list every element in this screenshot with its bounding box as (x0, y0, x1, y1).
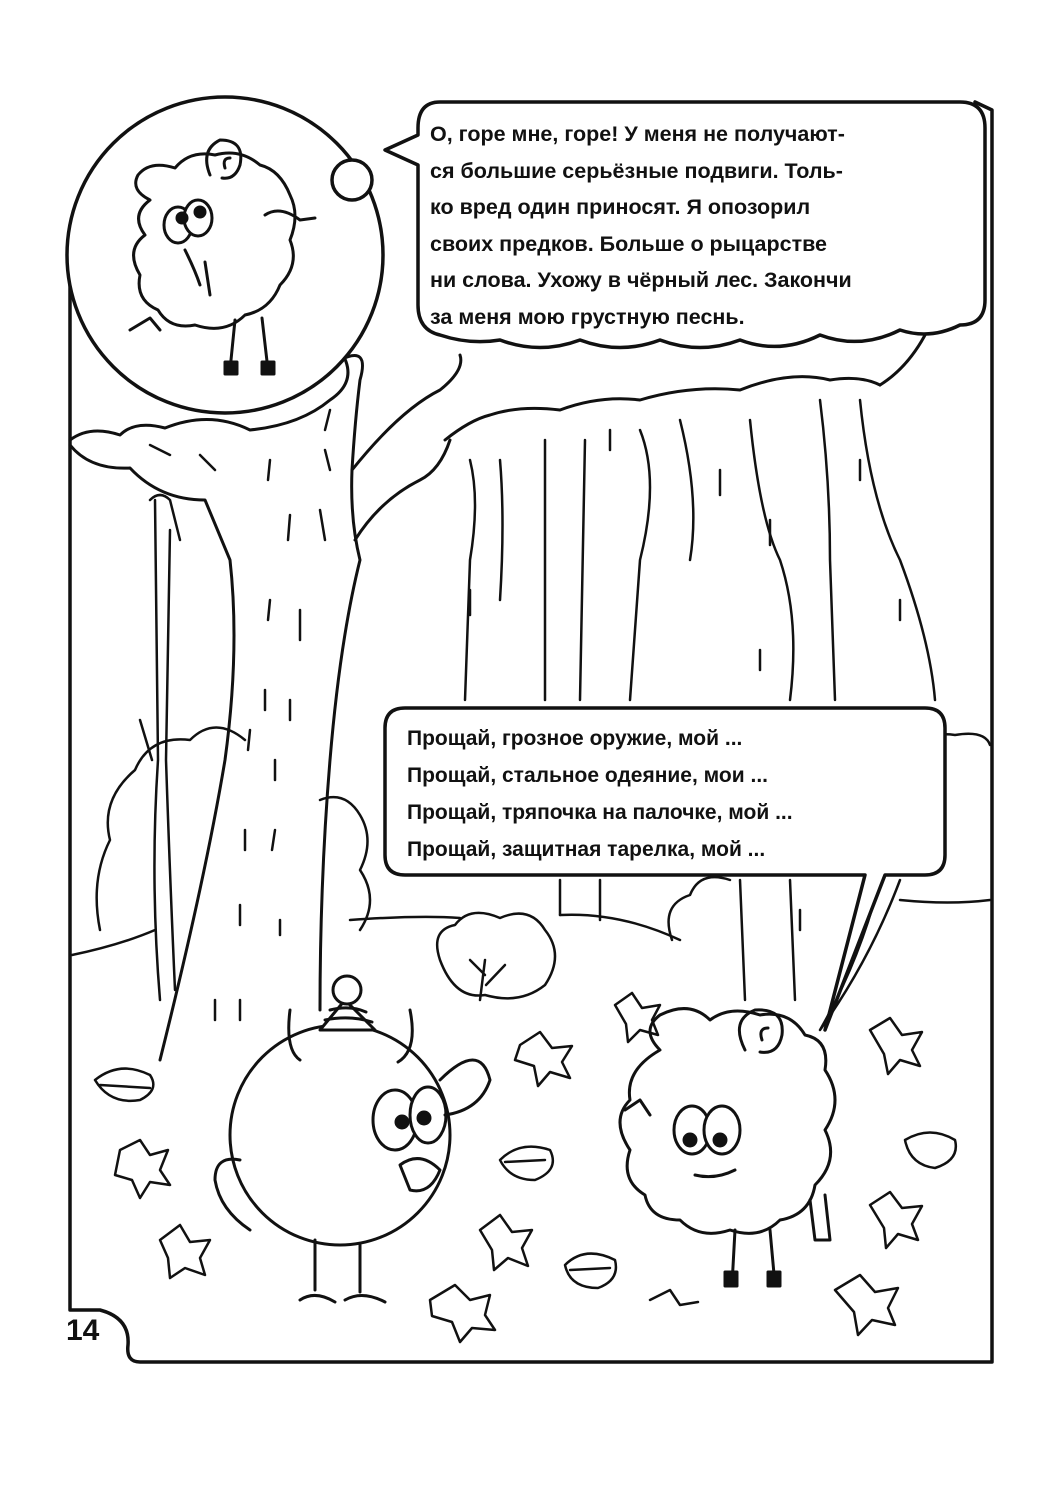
song-line: Прощай, тряпочка на палочке, мой ... (407, 801, 793, 824)
speech-text-song (407, 720, 937, 868)
speech-line: О, горе мне, горе! У меня не получают- (430, 122, 845, 146)
speech-line: ся большие серьёзные подвиги. Толь- (430, 158, 843, 183)
sad-sheep-character (620, 1009, 835, 1286)
song-line: Прощай, стальное одеяние, мои ... (407, 764, 768, 787)
speech-line: ко вред один приносят. Я опозорил (430, 195, 811, 219)
speech-line: за меня мою грустную песнь. (430, 304, 745, 329)
speech-text-top (430, 116, 980, 335)
song-line: Прощай, грозное оружие, мой ... (407, 727, 743, 750)
owl-character (215, 976, 490, 1302)
song-line: Прощай, защитная тарелка, мой ... (407, 838, 766, 861)
speech-line: ни слова. Ухожу в чёрный лес. Закончи (430, 268, 852, 292)
speech-line: своих предков. Больше о рыцарстве (430, 231, 827, 256)
page-number: 14 (66, 1314, 100, 1347)
